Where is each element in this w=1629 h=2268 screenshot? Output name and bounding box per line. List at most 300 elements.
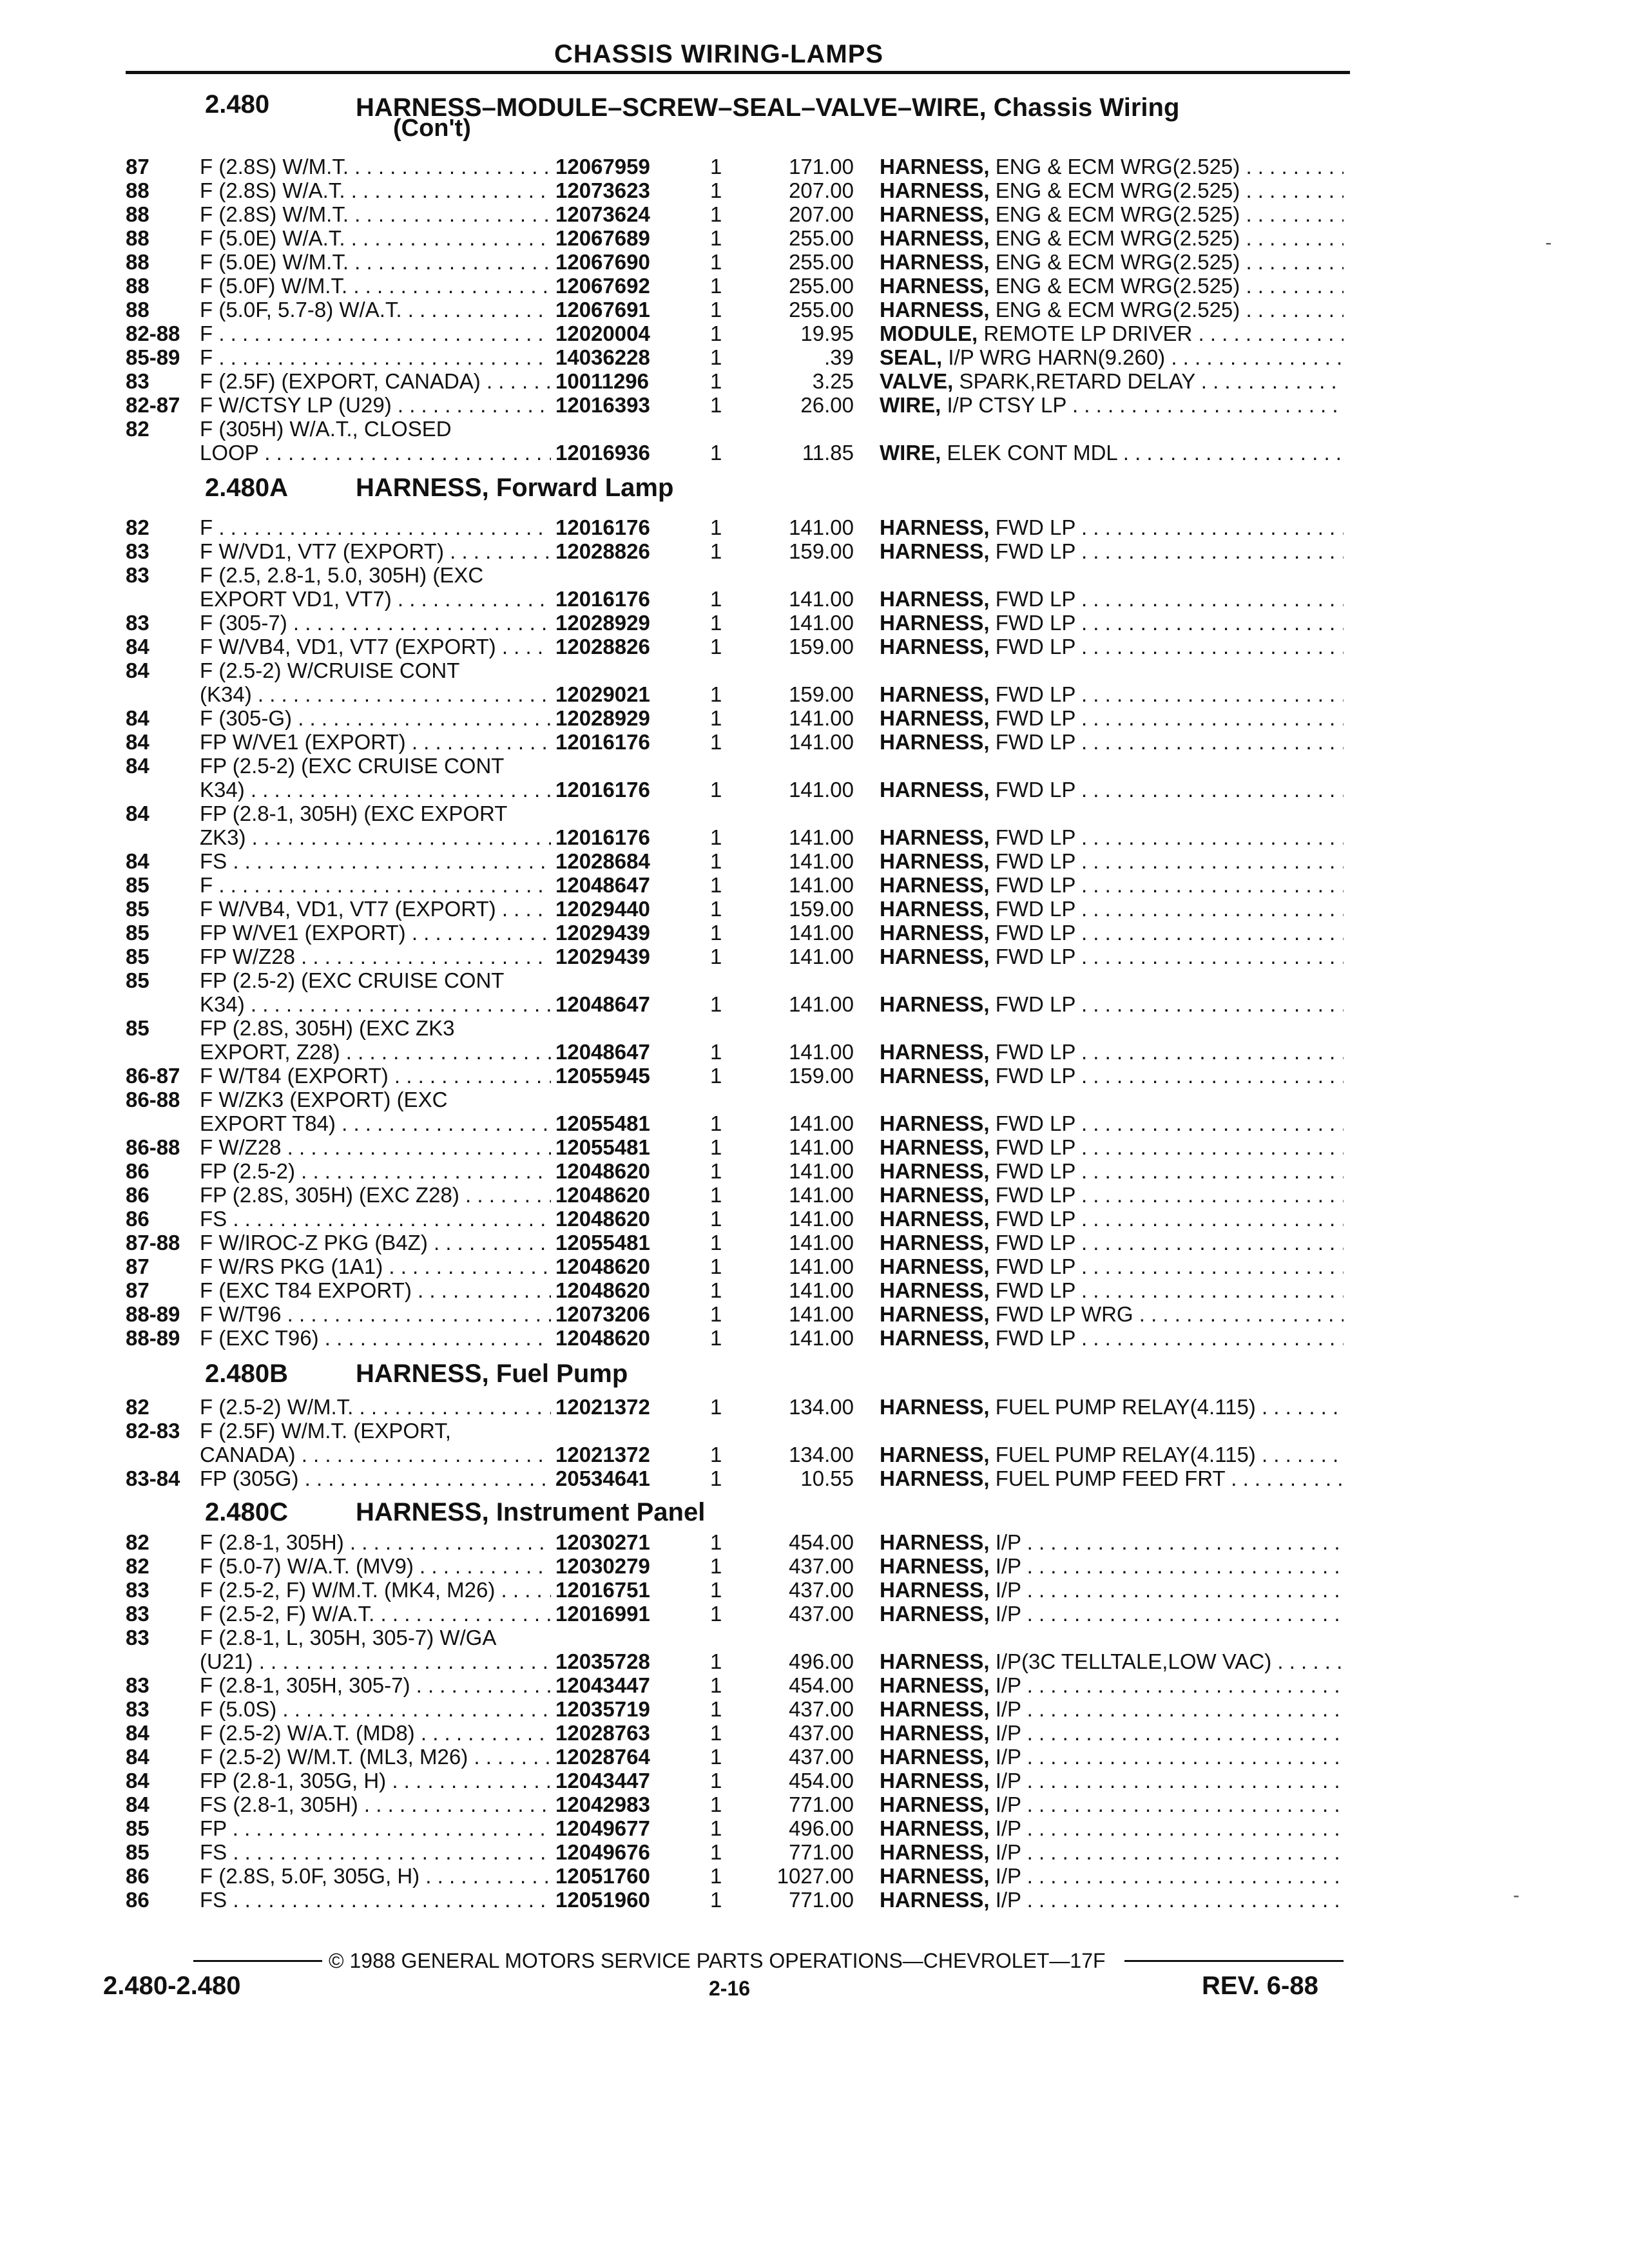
row-part-name-bold: HARNESS, [880,1443,990,1466]
table-row [0,1792,1629,1816]
row-description: FP (2.8S, 305H) (EXC ZK3 [200,1016,455,1040]
row-part-name [880,587,1344,611]
table-row [0,1745,1629,1769]
row-quantity: 1 [710,730,722,754]
row-part-name-detail: I/P [995,1673,1021,1697]
row-quantity: 1 [710,1254,722,1278]
row-year: 85-89 [126,345,180,369]
row-year: 88 [126,250,149,274]
row-part-number: 12049677 [555,1816,650,1840]
row-part-name-bold: HARNESS, [880,1792,990,1816]
row-price: 10.55 [800,1466,854,1490]
row-part-name-bold: HARNESS, [880,515,990,539]
table-row [0,802,1629,825]
row-year: 82-88 [126,322,180,345]
row-part-name-bold: HARNESS, [880,873,990,897]
row-part-name-detail: FWD LP [995,1135,1075,1159]
row-price: 141.00 [789,1135,854,1159]
row-price: 159.00 [789,635,854,658]
row-part-name-detail: FWD LP [995,587,1075,611]
row-part-name [880,1578,1344,1602]
table-row [0,1395,1629,1419]
row-part-name-bold: HARNESS, [880,1111,990,1135]
table-row [0,1016,1629,1040]
row-part-name [880,1395,1344,1419]
row-quantity: 1 [710,921,722,945]
row-part-name-bold: HARNESS, [880,849,990,873]
footer-rule-right [1124,1960,1344,1962]
row-part-name [880,682,1344,706]
row-quantity: 1 [710,1111,722,1135]
row-part-name-bold: HARNESS, [880,1649,990,1673]
row-part-number: 12049676 [555,1840,650,1864]
row-description: F (5.0F) W/M.T. . . . [200,274,551,298]
row-part-name [880,1135,1344,1159]
row-part-name-bold: HARNESS, [880,730,990,754]
row-description: F (5.0F, 5.7-8) W/A.T. . . . [200,298,551,322]
row-part-number: 12016176 [555,515,650,539]
row-year: 88 [126,226,149,250]
row-price: 141.00 [789,1254,854,1278]
row-part-name [880,155,1344,178]
row-part-name [880,274,1344,298]
row-part-name-bold: HARNESS, [880,1159,990,1183]
row-part-name-bold: MODULE, [880,322,978,345]
row-year: 86 [126,1864,149,1888]
row-description: F W/ZK3 (EXPORT) (EXC [200,1088,448,1111]
row-part-name-bold: HARNESS, [880,1745,990,1769]
row-price: 141.00 [789,1111,854,1135]
table-row [0,226,1629,250]
footer-rule-left [193,1960,322,1962]
row-quantity: 1 [710,441,722,465]
row-part-name-bold: HARNESS, [880,1040,990,1064]
row-price: 141.00 [789,611,854,635]
row-part-name-detail: I/P [995,1602,1021,1626]
row-year: 83 [126,563,149,587]
row-quantity: 1 [710,345,722,369]
row-price: 454.00 [789,1530,854,1554]
row-part-name-bold: WIRE, [880,393,941,417]
row-description: FP (305G) . . . [200,1466,551,1490]
row-part-number: 12073623 [555,178,650,202]
row-quantity: 1 [710,1064,722,1088]
row-part-name-bold: HARNESS, [880,1231,990,1254]
row-part-number: 12048620 [555,1207,650,1231]
row-quantity: 1 [710,155,722,178]
row-part-name [880,1697,1344,1721]
row-description: F (2.5-2) W/M.T. (ML3, M26) . . . [200,1745,551,1769]
row-description: FP W/VE1 (EXPORT) . . . [200,921,551,945]
row-part-name-bold: HARNESS, [880,1578,990,1602]
row-part-name [880,369,1344,393]
row-part-number: 20534641 [555,1466,650,1490]
footer-revision: REV. 6-88 [1202,1972,1318,2000]
section-title: HARNESS–MODULE–SCREW–SEAL–VALVE–WIRE, Chassis Wiring [356,93,1180,122]
row-price: 159.00 [789,1064,854,1088]
row-description: FS . . . [200,1888,551,1912]
row-year: 88-89 [126,1326,180,1350]
row-description: FP (2.8-1, 305H) (EXC EXPORT [200,802,508,825]
section-number: 2.480 [205,90,270,119]
table-row [0,849,1629,873]
row-part-name [880,1183,1344,1207]
table-row [0,1673,1629,1697]
section-title: HARNESS, Instrument Panel [356,1498,706,1526]
row-part-name [880,441,1344,465]
row-part-name-bold: HARNESS, [880,1395,990,1419]
row-description: LOOP . . . [200,441,551,465]
row-year: 84 [126,706,149,730]
row-part-name-bold: HARNESS, [880,226,990,250]
row-part-name-detail: ENG & ECM WRG(2.525) [995,226,1240,250]
row-year: 83 [126,1626,149,1649]
row-year: 82 [126,1395,149,1419]
row-part-name [880,825,1344,849]
row-part-name-bold: HARNESS, [880,1207,990,1231]
row-description: F (5.0S) . . . [200,1697,551,1721]
row-part-name-detail: FWD LP [995,1254,1075,1278]
row-price: 207.00 [789,178,854,202]
row-part-name-detail: I/P [995,1697,1021,1721]
table-row [0,393,1629,417]
row-price: 207.00 [789,202,854,226]
row-part-name-detail: ELEK CONT MDL [947,441,1117,465]
row-part-name [880,1443,1344,1466]
row-part-name-bold: HARNESS, [880,1554,990,1578]
row-part-name-detail: FWD LP [995,921,1075,945]
row-price: 255.00 [789,226,854,250]
row-part-number: 12067691 [555,298,650,322]
table-row [0,250,1629,274]
row-price: 19.95 [800,322,854,345]
row-description: F (EXC T96) . . . [200,1326,551,1350]
row-part-name [880,1466,1344,1490]
row-description: FP . . . [200,1816,551,1840]
row-description: F W/VB4, VD1, VT7 (EXPORT) . . . [200,897,551,921]
row-part-number: 12067689 [555,226,650,250]
row-part-name-bold: HARNESS, [880,1278,990,1302]
row-part-name [880,1721,1344,1745]
row-quantity: 1 [710,992,722,1016]
row-quantity: 1 [710,1792,722,1816]
row-year: 86 [126,1888,149,1912]
table-row [0,298,1629,322]
table-row [0,945,1629,968]
row-description: F . . . [200,322,551,345]
row-part-number: 12021372 [555,1443,650,1466]
row-part-name [880,345,1344,369]
section-number: 2.480C [205,1498,288,1526]
table-row [0,1466,1629,1490]
row-part-number: 12016176 [555,778,650,802]
row-description: F (2.8-1, 305H) . . . [200,1530,551,1554]
row-part-name-bold: HARNESS, [880,1840,990,1864]
table-row [0,202,1629,226]
row-part-number: 12073206 [555,1302,650,1326]
row-price: 141.00 [789,1207,854,1231]
row-part-name-bold: HARNESS, [880,1326,990,1350]
row-price: 141.00 [789,921,854,945]
table-row [0,1159,1629,1183]
row-year: 85 [126,968,149,992]
row-price: 771.00 [789,1792,854,1816]
row-part-name-detail: FWD LP [995,1064,1075,1088]
row-year: 82 [126,417,149,441]
row-year: 88 [126,298,149,322]
row-price: 141.00 [789,730,854,754]
row-part-name-detail: FWD LP [995,1207,1075,1231]
table-row [0,1626,1629,1649]
row-description: (U21) . . . [200,1649,551,1673]
row-year: 86-88 [126,1135,180,1159]
row-price: 496.00 [789,1649,854,1673]
row-price: 141.00 [789,945,854,968]
row-description: F (2.8S) W/M.T. . . . [200,155,551,178]
row-part-name-bold: HARNESS, [880,682,990,706]
row-price: 171.00 [789,155,854,178]
row-description: F (5.0E) W/M.T. . . . [200,250,551,274]
row-quantity: 1 [710,1530,722,1554]
row-part-name-detail: I/P(3C TELLTALE,LOW VAC) [995,1649,1272,1673]
row-year: 85 [126,921,149,945]
row-year: 84 [126,1721,149,1745]
table-row [0,1649,1629,1673]
row-quantity: 1 [710,1302,722,1326]
row-description: K34) . . . [200,778,551,802]
row-part-name-detail: REMOTE LP DRIVER [983,322,1193,345]
row-description: EXPORT, Z28) . . . [200,1040,551,1064]
row-part-name [880,1207,1344,1231]
row-year: 85 [126,945,149,968]
row-price: 159.00 [789,682,854,706]
row-part-name [880,1064,1344,1088]
table-row [0,1554,1629,1578]
section-title: HARNESS, Fuel Pump [356,1360,628,1388]
row-quantity: 1 [710,1135,722,1159]
row-part-number: 12055481 [555,1231,650,1254]
row-year: 83 [126,369,149,393]
row-description: (K34) . . . [200,682,551,706]
row-quantity: 1 [710,635,722,658]
row-quantity: 1 [710,1231,722,1254]
row-part-number: 14036228 [555,345,650,369]
row-description: F W/T96 . . . [200,1302,551,1326]
row-part-number: 12016176 [555,730,650,754]
row-quantity: 1 [710,1578,722,1602]
row-description: F (2.5, 2.8-1, 5.0, 305H) (EXC [200,563,484,587]
table-row [0,1530,1629,1554]
table-row [0,992,1629,1016]
row-part-name [880,730,1344,754]
row-price: 141.00 [789,873,854,897]
row-part-name-bold: HARNESS, [880,706,990,730]
row-part-name-detail: I/P [995,1816,1021,1840]
row-part-name-bold: HARNESS, [880,1466,990,1490]
row-part-name [880,1530,1344,1554]
row-part-number: 12067690 [555,250,650,274]
row-quantity: 1 [710,825,722,849]
row-year: 84 [126,635,149,658]
row-price: .39 [824,345,854,369]
row-year: 84 [126,1792,149,1816]
row-part-name [880,1840,1344,1864]
row-part-name-bold: HARNESS, [880,1254,990,1278]
row-part-number: 12048620 [555,1183,650,1207]
row-description: F (2.8S) W/M.T. . . . [200,202,551,226]
row-part-number: 12043447 [555,1769,650,1792]
table-row [0,825,1629,849]
row-part-number: 12055481 [555,1111,650,1135]
row-year: 86 [126,1207,149,1231]
table-row [0,539,1629,563]
row-quantity: 1 [710,226,722,250]
row-part-name-bold: HARNESS, [880,202,990,226]
row-price: 141.00 [789,1159,854,1183]
row-part-name-detail: FWD LP [995,873,1075,897]
row-part-name-bold: HARNESS, [880,1864,990,1888]
table-row [0,1769,1629,1792]
row-part-name-bold: HARNESS, [880,1302,990,1326]
row-part-name-bold: HARNESS, [880,635,990,658]
row-part-name-bold: SEAL, [880,345,943,369]
row-part-name [880,1816,1344,1840]
row-description: F (2.5-2, F) W/A.T. . . . [200,1602,551,1626]
row-part-name-detail: FUEL PUMP RELAY(4.115) [995,1443,1256,1466]
section-title: HARNESS, Forward Lamp [356,474,674,502]
row-part-number: 12051760 [555,1864,650,1888]
row-part-number: 12016176 [555,587,650,611]
row-year: 83-84 [126,1466,180,1490]
row-year: 83 [126,1578,149,1602]
row-part-number: 12067692 [555,274,650,298]
row-description: F . . . [200,515,551,539]
row-year: 82-87 [126,393,180,417]
row-price: 496.00 [789,1816,854,1840]
row-price: 3.25 [812,369,854,393]
row-part-name-bold: HARNESS, [880,250,990,274]
row-quantity: 1 [710,1673,722,1697]
row-part-name-bold: HARNESS, [880,1697,990,1721]
row-part-name-detail: FWD LP [995,778,1075,802]
row-quantity: 1 [710,587,722,611]
row-price: 159.00 [789,897,854,921]
row-part-number: 12029440 [555,897,650,921]
row-part-number: 12035728 [555,1649,650,1673]
row-year: 83 [126,611,149,635]
row-part-name-bold: HARNESS, [880,1530,990,1554]
table-row [0,178,1629,202]
row-description: F (2.5-2, F) W/M.T. (MK4, M26) . . . [200,1578,551,1602]
row-description: FS . . . [200,1840,551,1864]
row-quantity: 1 [710,897,722,921]
row-part-name [880,1745,1344,1769]
row-quantity: 1 [710,1649,722,1673]
table-row [0,322,1629,345]
row-part-number: 12055945 [555,1064,650,1088]
row-part-name-detail: FWD LP [995,1278,1075,1302]
row-part-name [880,202,1344,226]
row-part-name [880,226,1344,250]
row-part-name [880,1159,1344,1183]
footer-page-number: 2-16 [709,1977,751,2000]
row-part-number: 12048647 [555,873,650,897]
row-part-name-detail: I/P [995,1769,1021,1792]
row-year: 82 [126,1554,149,1578]
row-part-name [880,635,1344,658]
table-row [0,441,1629,465]
row-part-number: 12048620 [555,1159,650,1183]
table-row [0,1111,1629,1135]
row-part-name-bold: WIRE, [880,441,941,465]
row-part-name [880,897,1344,921]
row-part-name-detail: FWD LP [995,1326,1075,1350]
row-description: F W/CTSY LP (U29) . . . [200,393,551,417]
row-quantity: 1 [710,1888,722,1912]
table-row [0,921,1629,945]
row-part-name-bold: HARNESS, [880,539,990,563]
row-year: 86-87 [126,1064,180,1088]
row-part-name [880,921,1344,945]
table-row [0,1816,1629,1840]
table-row [0,873,1629,897]
row-part-number: 12030271 [555,1530,650,1554]
row-part-number: 12028684 [555,849,650,873]
row-description: FP (2.5-2) . . . [200,1159,551,1183]
row-year: 82 [126,515,149,539]
row-part-number: 12016991 [555,1602,650,1626]
row-description: K34) . . . [200,992,551,1016]
table-row [0,778,1629,802]
row-description: F (2.5F) (EXPORT, CANADA) . . . [200,369,551,393]
row-description: FP W/Z28 . . . [200,945,551,968]
row-price: 437.00 [789,1578,854,1602]
row-part-name-detail: FWD LP [995,992,1075,1016]
row-price: 771.00 [789,1840,854,1864]
row-part-name [880,298,1344,322]
footer-section-range: 2.480-2.480 [103,1972,241,2000]
row-part-number: 12042983 [555,1792,650,1816]
row-year: 85 [126,1840,149,1864]
row-year: 86 [126,1159,149,1183]
row-part-name [880,1278,1344,1302]
row-part-name [880,873,1344,897]
row-part-name-bold: HARNESS, [880,1135,990,1159]
table-row [0,682,1629,706]
row-quantity: 1 [710,1864,722,1888]
table-row [0,515,1629,539]
row-part-number: 12020004 [555,322,650,345]
row-quantity: 1 [710,1602,722,1626]
row-part-name-bold: HARNESS, [880,1816,990,1840]
row-year: 85 [126,1016,149,1040]
row-description: FS . . . [200,849,551,873]
row-description: FS (2.8-1, 305H) . . . [200,1792,551,1816]
row-part-name [880,706,1344,730]
row-price: 437.00 [789,1721,854,1745]
row-part-name [880,1231,1344,1254]
row-quantity: 1 [710,873,722,897]
table-row [0,730,1629,754]
row-part-number: 12029439 [555,921,650,945]
row-part-number: 12028929 [555,706,650,730]
table-row [0,897,1629,921]
table-row [0,274,1629,298]
row-quantity: 1 [710,298,722,322]
row-year: 87 [126,1254,149,1278]
row-part-name-bold: HARNESS, [880,1183,990,1207]
row-description: F . . . [200,345,551,369]
